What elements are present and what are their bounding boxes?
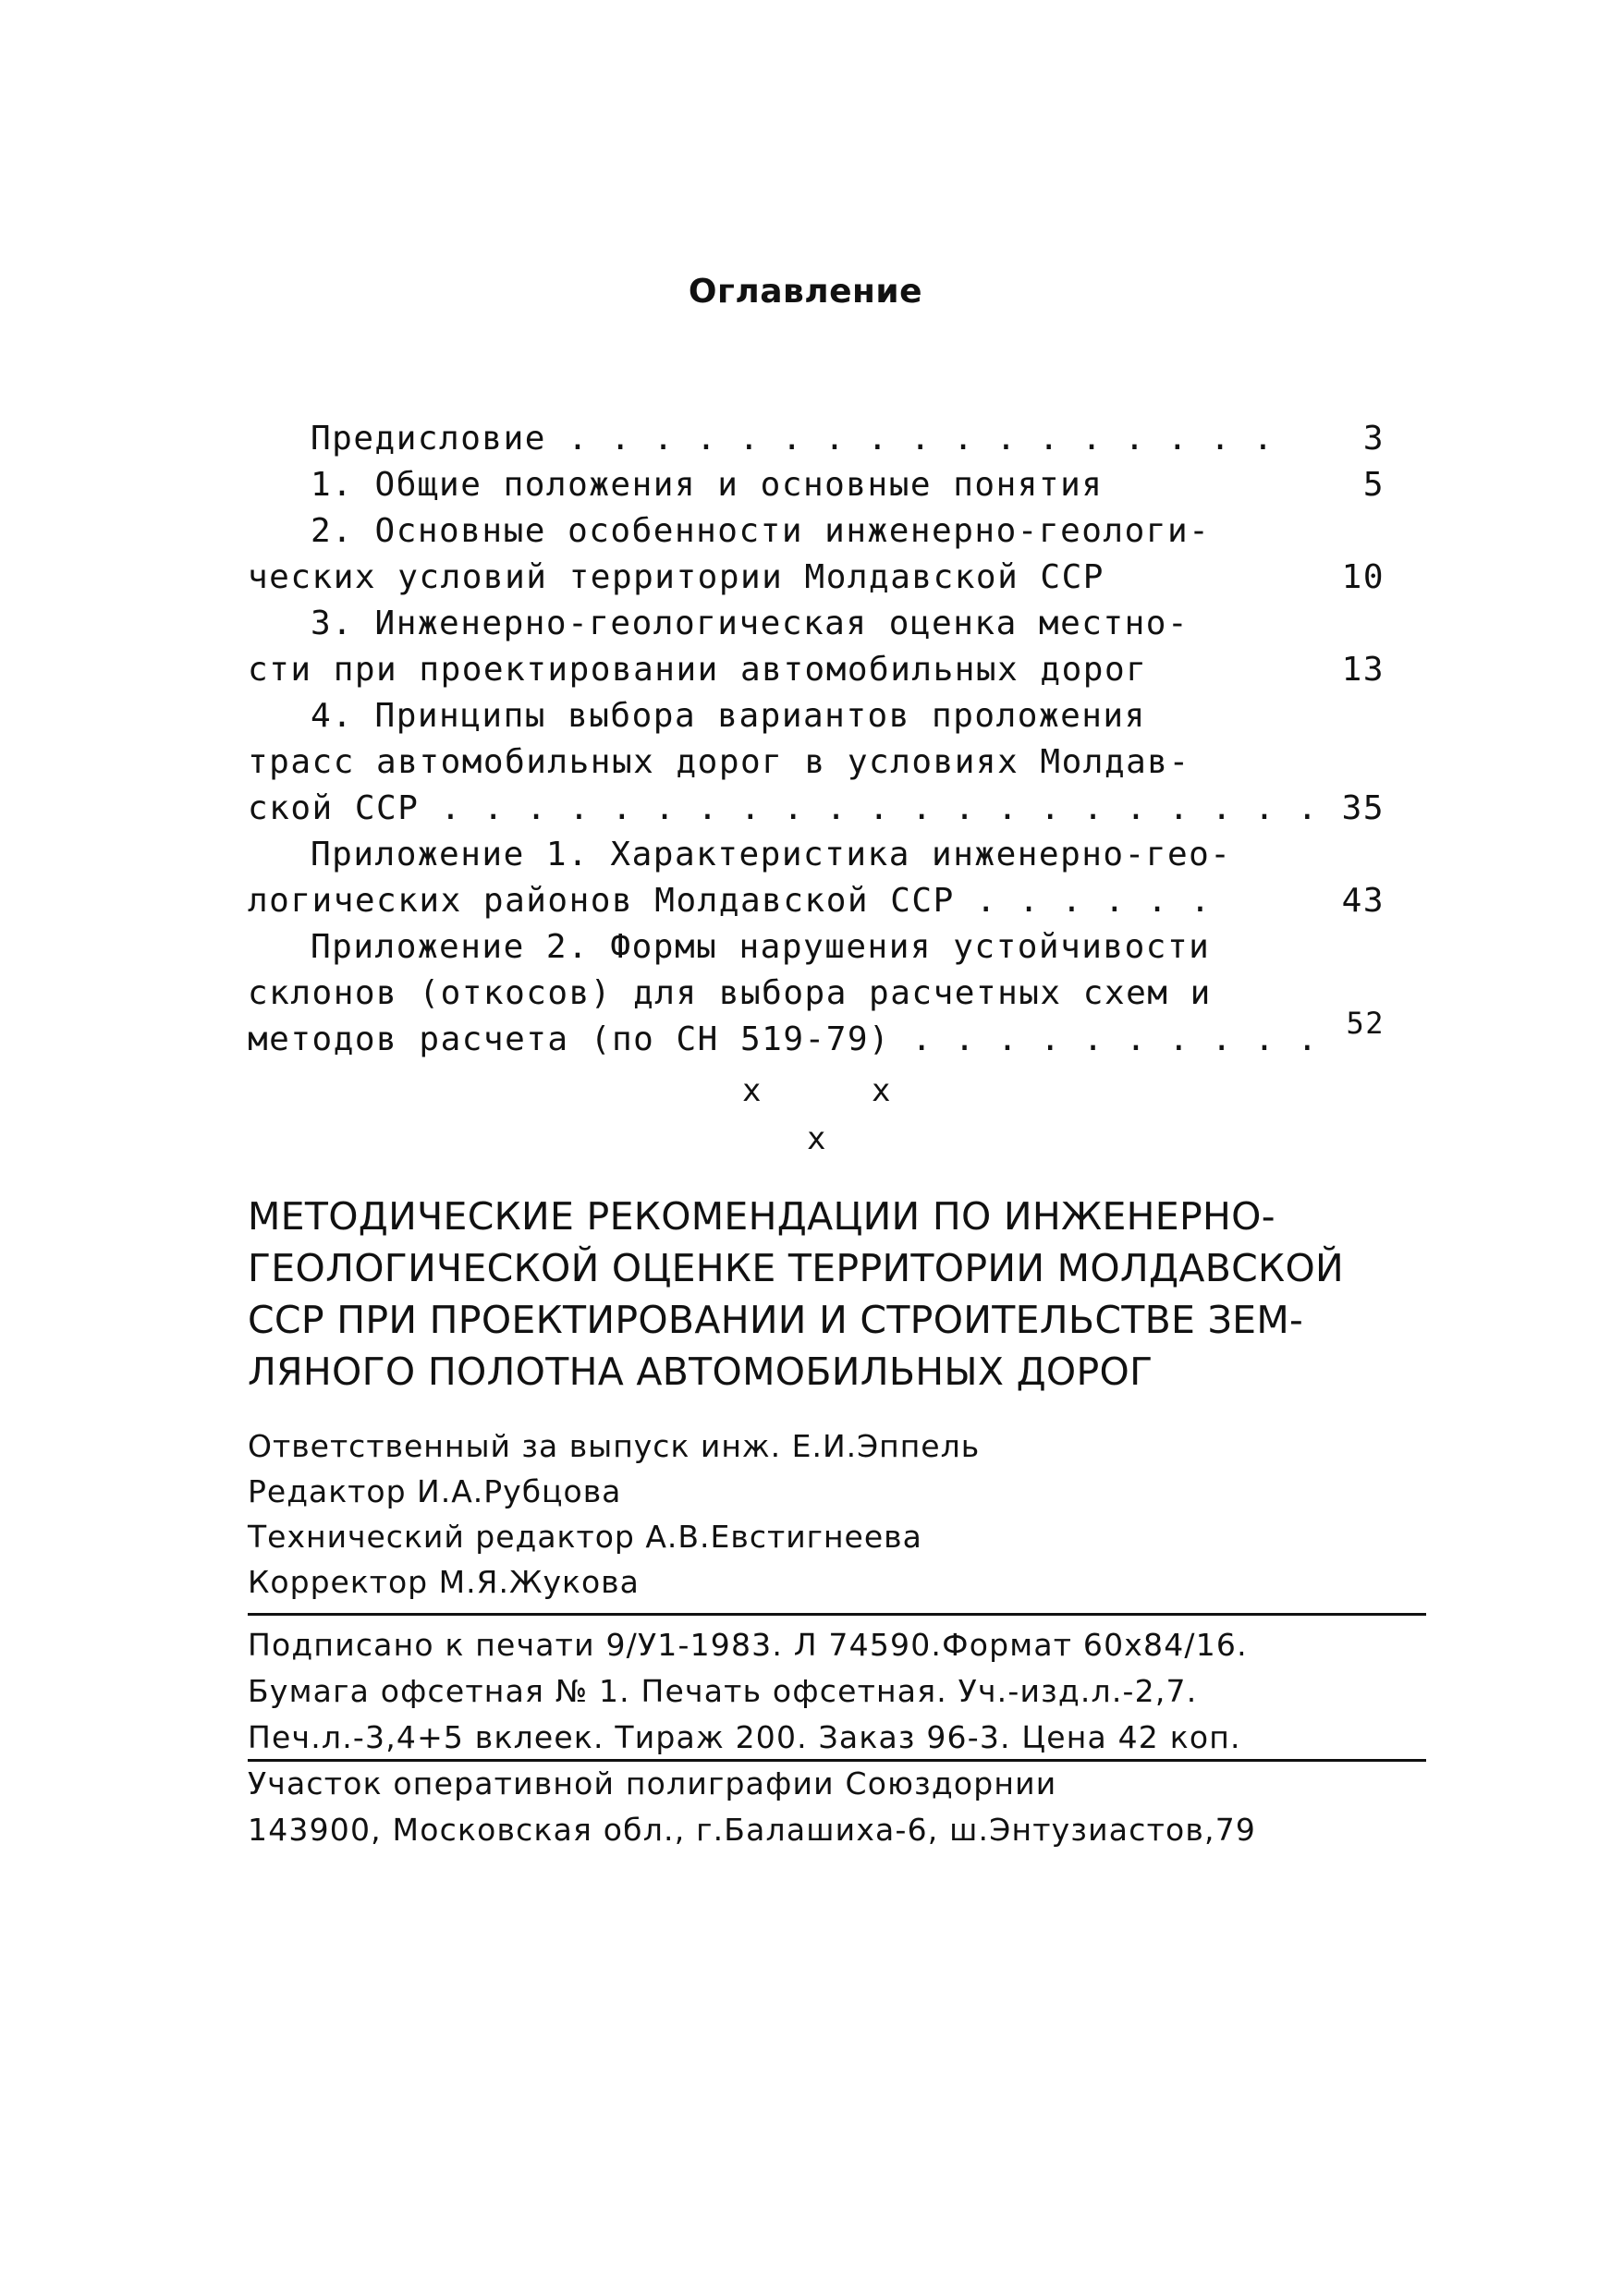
toc-entry-text: ской ССР . . . . . . . . . . . . . . . . . . . . . xyxy=(248,789,1319,827)
printer-block xyxy=(248,1761,1440,1853)
toc-entry xyxy=(248,416,1385,462)
toc-page-number: 52 xyxy=(1346,1006,1385,1041)
credit-line: Корректор М.Я.Жукова xyxy=(248,1564,640,1600)
imprint-line: Подписано к печати 9/У1-1983. Л 74590.Формат 60х84/16. xyxy=(248,1627,1248,1663)
toc-entry xyxy=(248,739,1385,786)
title-line: ССР ПРИ ПРОЕКТИРОВАНИИ И СТРОИТЕЛЬСТВЕ ЗЕМ- xyxy=(248,1298,1304,1342)
toc-entry xyxy=(248,693,1385,739)
toc-entry xyxy=(248,462,1385,508)
credit-line: Технический редактор А.В.Евстигнеева xyxy=(248,1519,922,1555)
toc-entry-text: трасс автомобильных дорог в условиях Молдав- xyxy=(248,743,1190,781)
toc-entry xyxy=(248,647,1385,693)
toc-page-number: 35 xyxy=(1341,789,1385,827)
separator-mark: x xyxy=(872,1072,891,1109)
toc-page-number: 3 xyxy=(1362,420,1385,458)
separator-mark: x xyxy=(807,1120,826,1157)
imprint-block xyxy=(248,1622,1440,1761)
title-line: МЕТОДИЧЕСКИЕ РЕКОМЕНДАЦИИ ПО ИНЖЕНЕРНО- xyxy=(248,1194,1275,1239)
toc-entry-text: Приложение 1. Характеристика инженерно-гео- xyxy=(311,836,1232,873)
toc-entry-text: ческих условий территории Молдавской ССР xyxy=(248,558,1105,596)
toc-entry-text: Предисловие . . . . . . . . . . . . . . . . . xyxy=(311,420,1275,458)
toc-entry-text: склонов (откосов) для выбора расчетных схем и xyxy=(248,974,1212,1012)
credit-line: Ответственный за выпуск инж. Е.И.Эппель xyxy=(248,1428,981,1464)
contents-heading: Оглавление xyxy=(688,273,923,311)
toc-entry xyxy=(248,924,1385,971)
toc-entry xyxy=(248,1006,1385,1063)
toc-page-number: 10 xyxy=(1341,558,1385,596)
toc-entry xyxy=(248,786,1385,832)
toc-entry xyxy=(248,601,1385,647)
toc-entry-text: 2. Основные особенности инженерно-геологи- xyxy=(311,512,1211,550)
toc-entry xyxy=(248,508,1385,555)
printer-line: 143900, Московская обл., г.Балашиха-6, ш.Энтузиастов,79 xyxy=(248,1812,1257,1848)
toc-page-number: 13 xyxy=(1341,651,1385,689)
credit-line: Редактор И.А.Рубцова xyxy=(248,1473,622,1509)
toc-entry-text: методов расчета (по СН 519-79) . . . . . . . . . . xyxy=(248,1020,1319,1058)
toc-entry-text: сти при проектировании автомобильных дорог xyxy=(248,651,1148,689)
printer-line: Участок оперативной полиграфии Союздорнии xyxy=(248,1765,1057,1801)
toc-entry-text: логических районов Молдавской ССР . . . . . . xyxy=(248,882,1212,920)
toc-page-number: 43 xyxy=(1341,882,1385,920)
toc-entry xyxy=(248,555,1385,601)
table-of-contents xyxy=(248,416,1385,1063)
credits-block xyxy=(248,1423,1440,1605)
separator-mark: x xyxy=(742,1072,762,1109)
toc-entry xyxy=(248,878,1385,924)
divider-rule xyxy=(248,1613,1426,1616)
imprint-line: Печ.л.-3,4+5 вклеек. Тираж 200. Заказ 96-3. Цена 42 коп. xyxy=(248,1719,1241,1755)
toc-entry-text: 1. Общие положения и основные понятия xyxy=(311,466,1104,504)
imprint-line: Бумага офсетная № 1. Печать офсетная. Уч.-изд.л.-2,7. xyxy=(248,1673,1198,1709)
title-line: ЛЯНОГО ПОЛОТНА АВТОМОБИЛЬНЫХ ДОРОГ xyxy=(248,1350,1153,1394)
toc-page-number: 5 xyxy=(1362,466,1385,504)
toc-entry-text: 4. Принципы выбора вариантов проложения xyxy=(311,697,1146,735)
toc-entry xyxy=(248,832,1385,878)
toc-entry-text: 3. Инженерно-геологическая оценка местно- xyxy=(311,605,1190,642)
toc-entry xyxy=(248,971,1385,1017)
toc-entry-text: Приложение 2. Формы нарушения устойчивости xyxy=(311,928,1211,966)
title-line: ГЕОЛОГИЧЕСКОЙ ОЦЕНКЕ ТЕРРИТОРИИ МОЛДАВСКОЙ xyxy=(248,1246,1345,1290)
publication-title xyxy=(248,1191,1431,1398)
